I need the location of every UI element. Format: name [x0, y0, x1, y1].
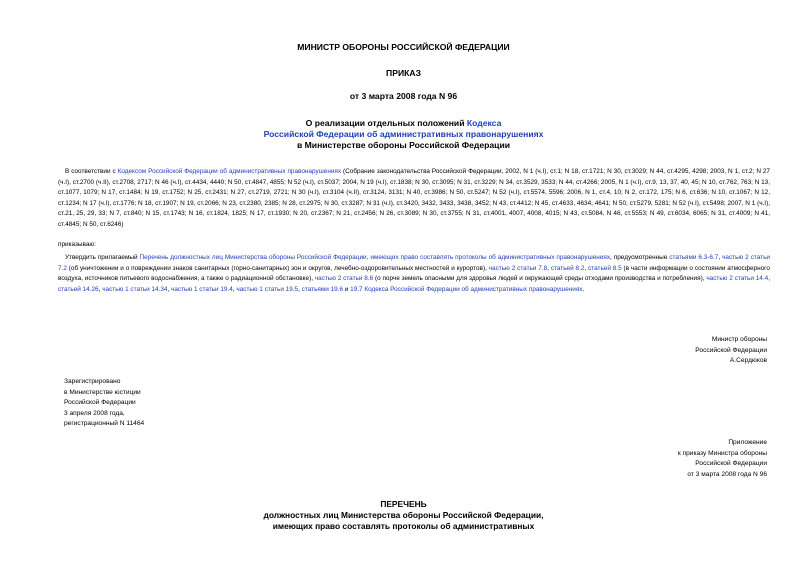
list-title-line: должностных лиц Министерства обороны Российской Федерации, — [263, 510, 544, 520]
order-text: , — [167, 285, 172, 293]
appendix-line: Приложение — [728, 439, 767, 446]
article-link[interactable]: частью 1 статьи 19.5 — [236, 285, 299, 293]
article-link[interactable]: статьей 8.2 — [550, 264, 585, 272]
appendix-line: от 3 марта 2008 года N 96 — [687, 470, 767, 478]
title-text: О реализации отдельных положений — [305, 118, 467, 128]
order-text: , — [768, 275, 770, 283]
order-paragraph — [58, 253, 770, 295]
preamble-paragraph — [58, 167, 770, 231]
signature-name: А.Сердюков — [729, 357, 767, 365]
code-reference-link[interactable]: Кодексом Российской Федерации об административных правонарушениях — [117, 168, 342, 175]
order-text: , — [232, 285, 237, 293]
code-articles-link[interactable]: 19.7 Кодекса Российской Федерации об административных правонарушениях — [350, 285, 583, 293]
article-link[interactable]: статьей 8.5 — [588, 264, 622, 272]
article-link[interactable]: частью 2 статьи 7.2 — [58, 254, 770, 272]
signature-position: Министр обороны — [711, 336, 767, 343]
order-text: (о порче земель опасными для здоровья людей и окружающей среды отходами производства и потребления), — [373, 275, 707, 283]
doc-title — [0, 118, 807, 151]
appendix-line: Российской Федерации — [695, 460, 767, 468]
list-title — [0, 499, 807, 532]
registration-line: в Министерстве юстиции — [64, 388, 141, 396]
article-link[interactable]: частью 2 статьи 8.6 — [314, 275, 374, 283]
list-title-line: ПЕРЕЧЕНЬ — [380, 499, 427, 509]
preamble-sources: (Собрание законодательства Российской Федерации, 2002, N 1 (ч.I), ст.1; N 18, ст.1721; N 30, ст.3029; N 44, ст.4295, 4298; 2003, N 1, ст.2; N 27 (ч.I), ст.2700 (ч.II), ст.2708, 2717; N 46 (ч.I), ст.4434, 4440; N 50, ст.4847, 4855; N 52 (ч.I), ст.5037; 2004, N 19 (ч.I), ст.1838; N 30, ст.3095; N 31, ст.3229; N 34, ст.3529, 3533; N 44, ст.4266; 2005, N 1 (ч.I), ст.9, 13, 37, 40, 45; N 10, ст.762, 763; N 13, ст.1077, 1079; N 17, ст.1484; N 19, ст.1752; N 25, ст.2431; N 27, ст.2719, 2721; N 30 (ч.I), ст.3104 (ч.II), ст.3124, 3131; N 40, ст.3986; N 50, ст.5247; N 52 (ч.I), ст.5574, 5596; 2006, N 1, ст.4, 10; N 2, ст.172, 175; N 6, ст.636; N 10, ст.1067; N 12, ст.1234; N 17 (ч.I), ст.1776; N 18, ст.1907; N 19, ст.2066; N 23, ст.2380, 2385; N 28, ст.2975; N 30, ст.3287; N 31 (ч.I), ст.3420, 3432, 3433, 3438, 3452; N 43, ст.4412; N 45, ст.4633, 4634, 4641; N 50, ст.5279, 5281; N 52 (ч.I), ст.5498; 2007, N 1 (ч.I), ст.21, 25, 29, 33; N 7, ст.840; N 15, ст.1743; N 16, ст.1824, 1825; N 17, ст.1930; N 20, ст.2367; N 21, ст.2456; N 26, ст.3089; N 30, ст.3755; N 31, ст.4001, 4007, 4008, 4015; N 43, ст.5084, N 46, ст.5553; N 49, ст.6034, 6065; N 31, ст.4009; N 41, ст.4845; N 50, ст.6246) — [58, 168, 770, 228]
article-link[interactable]: частью 2 статьи 14.4 — [706, 275, 769, 283]
order-text: и — [343, 285, 351, 293]
article-link[interactable]: статьями 6.3-6.7 — [669, 254, 719, 261]
article-link[interactable]: частью 1 статьи 19.4 — [171, 285, 233, 293]
order-text: , — [718, 254, 723, 261]
registration-line: 3 апреля 2008 года, — [64, 409, 125, 417]
order-text: . — [582, 285, 585, 293]
doc-type: ПРИКАЗ — [386, 68, 421, 78]
order-verb-text: приказываю: — [58, 241, 96, 248]
order-text: (в части информации о состоянии атмосферного воздуха, источников питьевого водоснабжения, а также о радиационной обстановке), — [58, 264, 770, 283]
order-text: , — [547, 264, 551, 272]
article-link[interactable]: статьями 19.6 — [301, 285, 344, 293]
signature-country: Российской Федерации — [695, 346, 767, 354]
order-text: , — [584, 264, 589, 272]
code-link[interactable]: Кодекса — [466, 118, 502, 128]
signature-block — [695, 335, 767, 367]
order-text: Утвердить прилагаемый — [65, 254, 140, 261]
registration-line: Российской Федерации — [64, 399, 136, 407]
order-verb — [58, 240, 770, 251]
list-title-line: имеющих право составлять протоколы об административных — [272, 521, 535, 531]
order-text: , — [298, 285, 302, 293]
title-line-3: в Министерстве обороны Российской Федерации — [296, 140, 511, 150]
registration-block — [64, 377, 144, 430]
code-link-2[interactable]: Российской Федерации об административных правонарушениях — [263, 129, 544, 139]
appendix-line: к приказу Министра обороны — [677, 449, 767, 457]
appendix-block — [678, 438, 767, 480]
article-link[interactable]: частью 1 статьи 14.34 — [102, 285, 168, 293]
ministry-heading: МИНИСТР ОБОРОНЫ РОССИЙСКОЙ ФЕДЕРАЦИИ — [297, 42, 510, 52]
order-text: , предусмотренные — [610, 254, 670, 261]
order-text: , — [98, 285, 103, 293]
article-link[interactable]: частью 2 статьи 7.8 — [488, 264, 548, 272]
preamble-intro: В соответствии с — [65, 168, 118, 175]
registration-line: регистрационный N 11464 — [64, 420, 145, 428]
order-text: (об уничтожении и о повреждении знаков санитарных (горно-санитарных) зон и округов, лечебно-оздоровительных местностей и курортов), — [66, 264, 489, 272]
doc-date-number: от 3 марта 2008 года N 96 — [349, 91, 458, 101]
article-link[interactable]: статьей 14.26 — [58, 285, 99, 293]
list-link[interactable]: Перечень должностных лиц Министерства обороны Российской Федерации, имеющих право составлять протоколы об административных правонарушениях — [139, 254, 611, 261]
registration-line: Зарегистрировано — [64, 378, 121, 385]
